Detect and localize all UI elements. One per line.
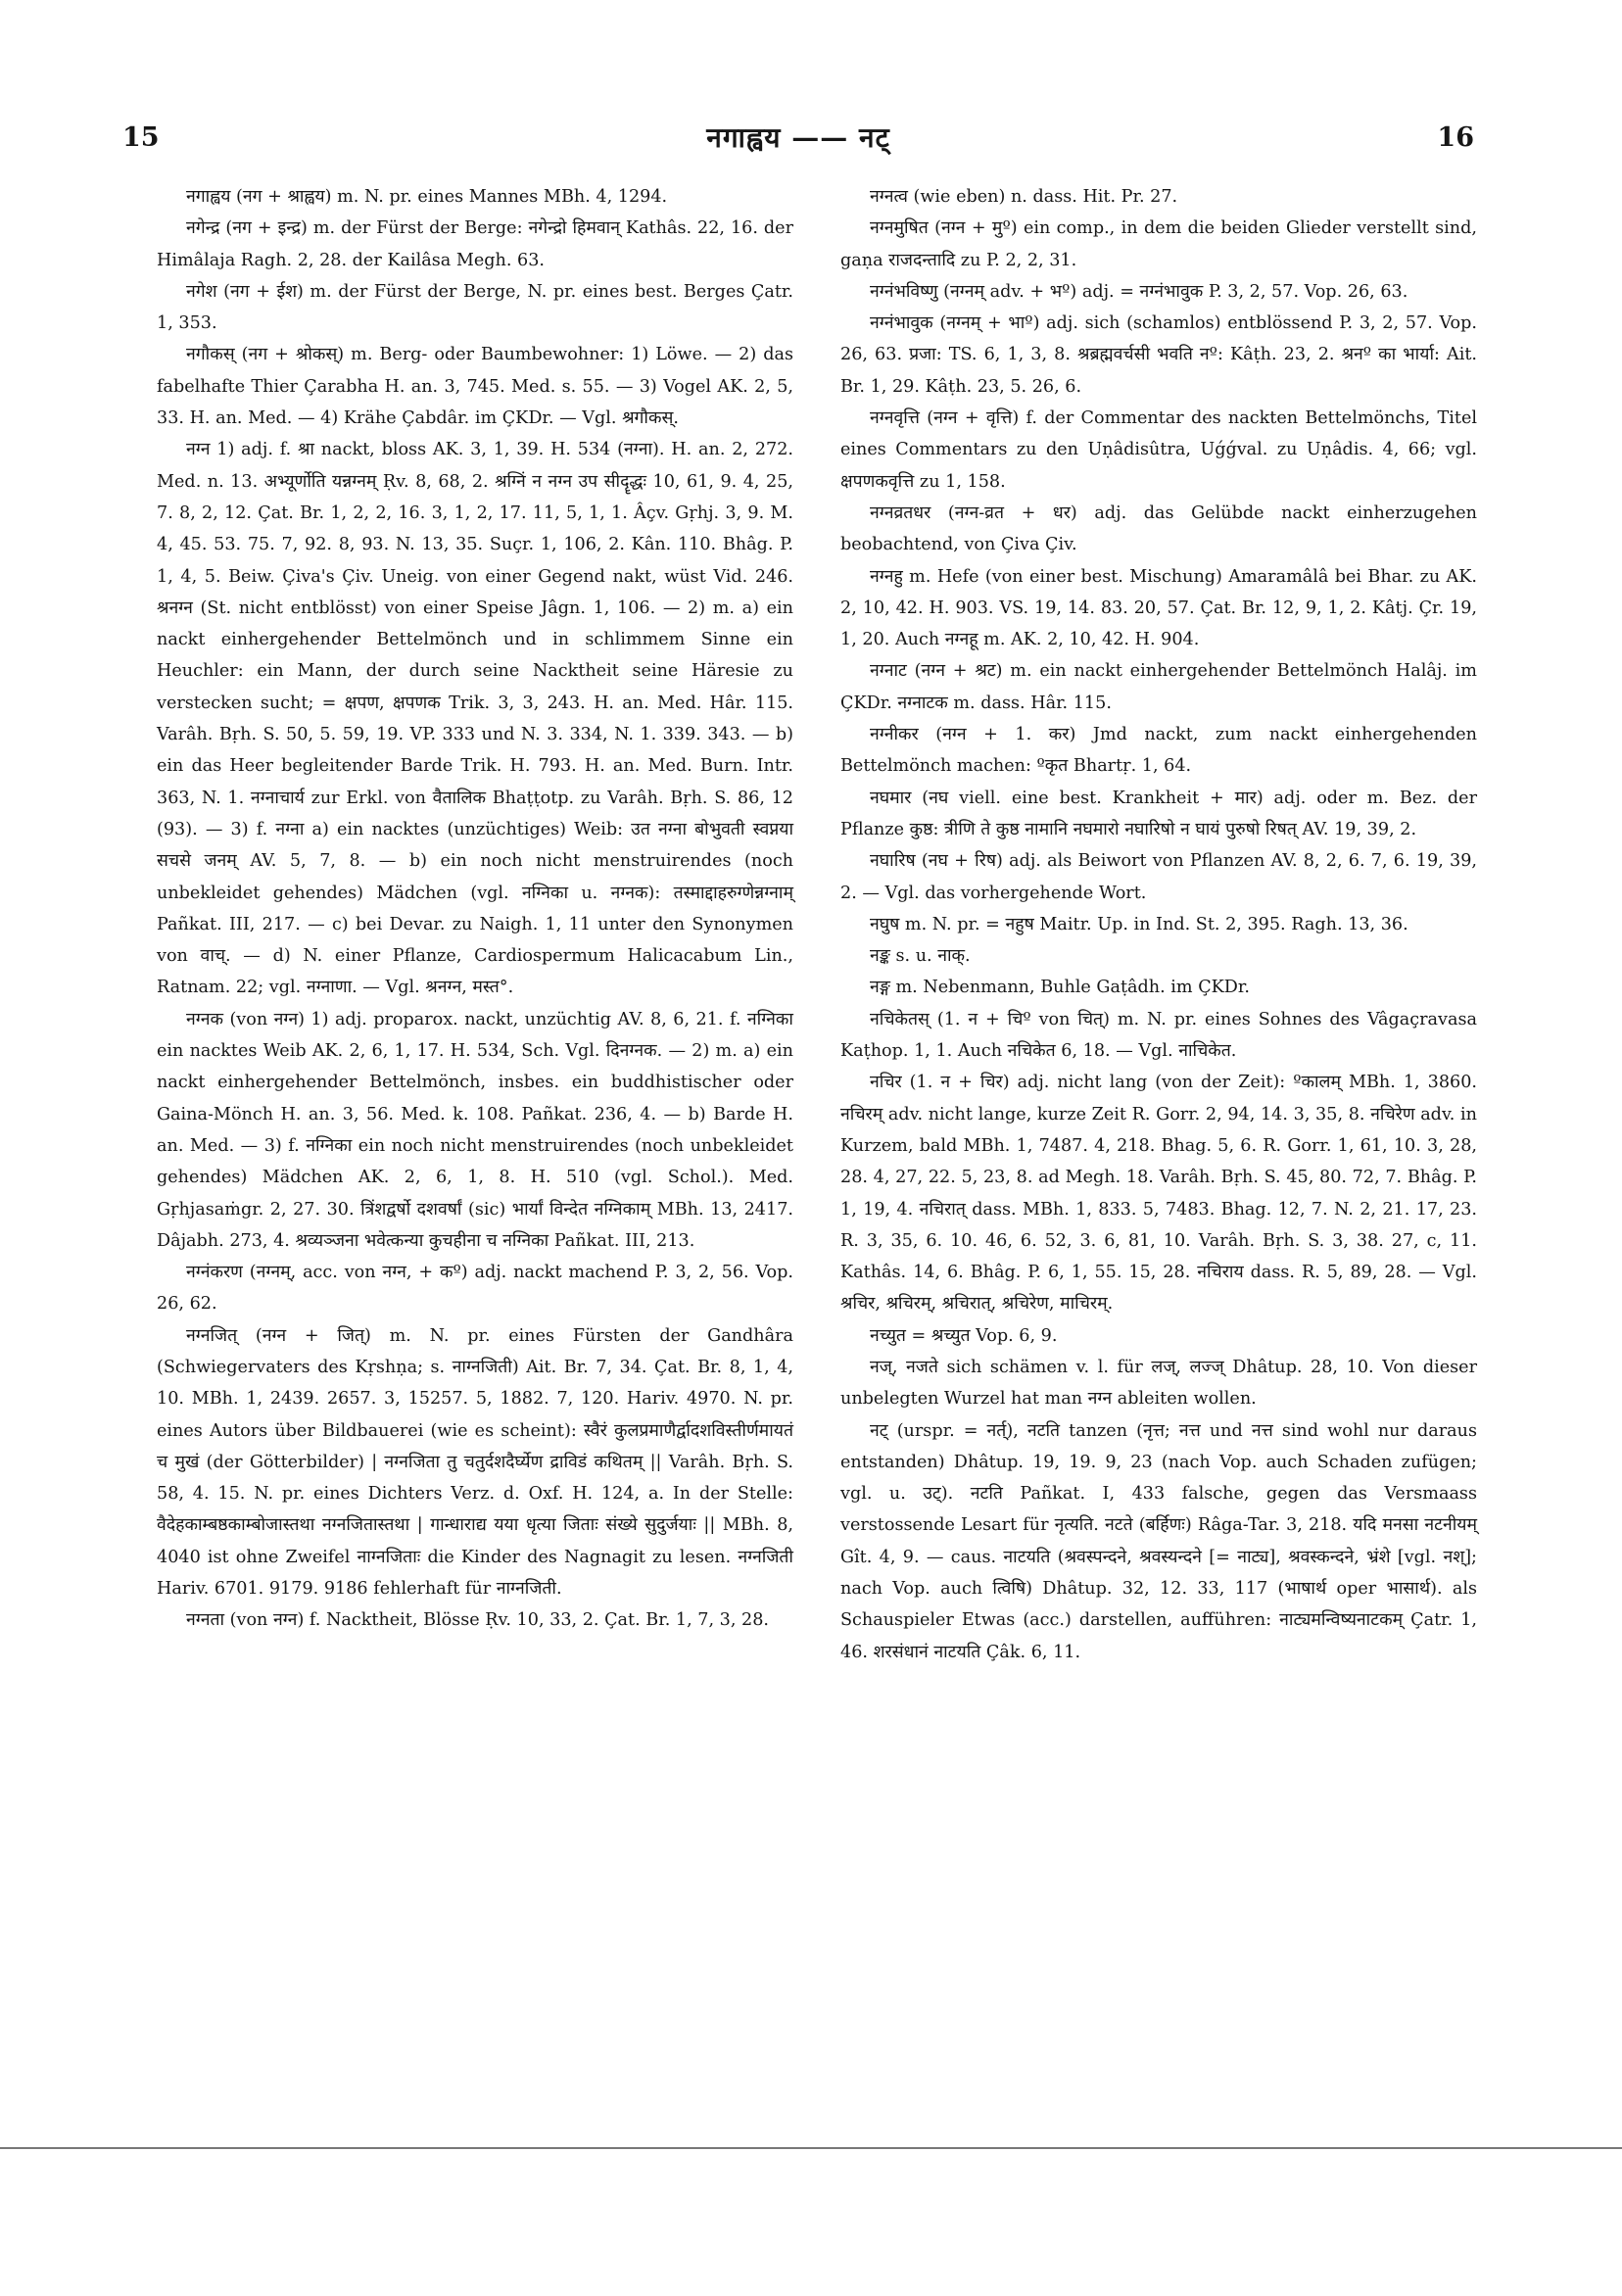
dictionary-entry: नग्न 1) adj. f. श्रा nackt, bloss AK. 3, 1, 39. H. 534 (नग्ना). H. an. 2, 272. Med. n. 13. अभ्यूर्णोति यन्नग्नम् Ṛv. 8, 68, 2. श्रग्निं न नग्न उप सीदॄद्धः 10, 61, 9. 4, 25, 7. 8, 2, 12. Çat. Br. 1, 2, 2, 16. 3, 1, 2, 17. 11, 5, 1, 1. Âçv. Gṛhj. 3, 9. M. 4, 45. 53. 75. 7, 92. 8, 93. N. 13, 35. Suçr. 1, 106, 2. Kân. 110. Bhâg. P. 1, 4, 5. Beiw. Çiva's Çiv. Uneig. von einer Gegend nakt, wüst Vid. 246. श्रनग्न (St. nicht entblösst) von einer Speise Jâgn. 1, 106. — 2) m. a) ein nackt einhergehender Bettelmönch und in schlimmem Sinne ein Heuchler: ein Mann, der durch seine Nacktheit seine Häresie zu verstecken sucht; = क्षपण, क्षपणक Trik. 3, 3, 243. H. an. Med. Hâr. 115. Varâh. Bṛh. S. 50, 5. 59, 19. VP. 333 und N. 3. 334, N. 1. 339. 343. — b) ein das Heer begleitender Barde Trik. H. 793. H. an. Med. Burn. Intr. 363, N. 1. नग्नाचार्य zur Erkl. von वैतालिक Bhaṭṭotp. zu Varâh. Bṛh. S. 86, 12 (93). — 3) f. नग्ना a) ein nacktes (unzüchtiges) Weib: उत नग्ना बोभुवती स्वप्नया सचसे जनम् AV. 5, 7, 8. — b) ein noch nicht menstruirendes (noch unbekleidet gehendes) Mädchen (vgl. नग्निका u. नग्नक): तस्माद्दाहरुग्णेन्नग्नाम् Pañkat. III, 217. — c) bei Devar. zu Naigh. 1, 11 unter den Synonymen von वाच्. — d) N. einer Pflanze, Cardiospermum Halicacabum Lin., Ratnam. 22; vgl. नग्नाणा. — Vgl. श्रनग्न, मस्त°. bbox=[157, 440, 793, 998]
dictionary-entry: नचिर (1. न + चिर) adj. nicht lang (von der Zeit): ºकालम् MBh. 1, 3860. नचिरम् adv. nicht lange, kurze Zeit R. Gorr. 2, 94, 14. 3, 35, 8. नचिरेण adv. in Kurzem, bald MBh. 1, 7487. 4, 218. Bhag. 5, 6. R. Gorr. 1, 61, 10. 3, 28, 28. 4, 27, 22. 5, 23, 8. ad Megh. 18. Varâh. Bṛh. S. 45, 80. 72, 7. Bhâg. P. 1, 19, 4. नचिरात् dass. MBh. 1, 833. 5, 7483. Bhag. 12, 7. N. 2, 21. 17, 23. R. 3, 35, 6. 10. 46, 6. 52, 3. 6, 81, 10. Varâh. Bṛh. S. 3, 38. 27, c, 11. Kathâs. 14, 6. Bhâg. P. 6, 1, 55. 15, 28. नचिराय dass. R. 5, 89, 28. — Vgl. श्रचिर, श्रचिरम्, श्रचिरात्, श्रचिरेण, माचिरम्. bbox=[840, 1073, 1477, 1315]
page-header bbox=[122, 116, 1474, 159]
dictionary-entry: नग्नंकरण (नग्नम्, acc. von नग्न, + कº) adj. nackt machend P. 3, 2, 56. Vop. 26, 62. bbox=[157, 1263, 793, 1315]
dictionary-entry: नग्नीकर (नग्न + 1. कर) Jmd nackt, zum nackt einhergehenden Bettelmönch machen: ºकृत Bhartṛ. 1, 64. bbox=[840, 725, 1477, 777]
dictionary-entry: नग्नंभविष्णु (नग्नम् adv. + भº) adj. = नग्नंभावुक P. 3, 2, 57. Vop. 26, 63. bbox=[870, 281, 1408, 302]
dictionary-entry: नगेश (नग + ईश) m. der Fürst der Berge, N. pr. eines best. Berges Çatr. 1, 353. bbox=[157, 281, 793, 334]
dictionary-entry: नग्नाट (नग्न + श्रट) m. ein nackt einhergehender Bettelmönch Halâj. im ÇKDr. नग्नाटक m. dass. Hâr. 115. bbox=[840, 661, 1477, 713]
running-title: नगाह्वय —— नट् bbox=[706, 121, 890, 154]
dictionary-entry: नगेन्द्र (नग + इन्द्र) m. der Fürst der Berge: नगेन्द्रो हिमवान् Kathâs. 22, 16. der Himâlaja Ragh. 2, 28. der Kailâsa Megh. 63. bbox=[157, 218, 793, 270]
dictionary-entry: नट् (urspr. = नर्त्), नटति tanzen (नृत्त; नत्त und नत्त sind wohl nur daraus entstanden) Dhâtup. 19, 19. 9, 23 (nach Vop. auch Schaden zufügen; vgl. u. उट्). नटति Pañkat. I, 433 falsche, gegen das Versmaass verstossende Lesart für नृत्यति. नटते (बर्हिणः) Râga-Tar. 3, 218. यदि मनसा नटनीयम् Gît. 4, 9. — caus. नाटयति (श्रवस्पन्दने, श्रवस्यन्दने [= नाट्य], श्रवस्कन्दने, भ्रंशे [vgl. नश्]; nach Vop. auch त्विषि) Dhâtup. 32, 12. 33, 117 (भाषार्थ oper भासार्थ). als Schauspieler Etwas (acc.) darstellen, aufführen: नाट्यमन्विष्यनाटकम् Çatr. 1, 46. शरसंधानं नाटयति Çâk. 6, 11. bbox=[840, 1420, 1477, 1662]
dictionary-entry: नगाह्वय (नग + श्राह्वय) m. N. pr. eines Mannes MBh. 4, 1294. bbox=[186, 187, 668, 207]
dictionary-entry: नग्नहु m. Hefe (von einer best. Mischung) Amaramâlâ bei Bhar. zu AK. 2, 10, 42. H. 903. VS. 19, 14. 83. 20, 57. Çat. Br. 12, 9, 1, 2. Kâtj. Çr. 19, 1, 20. Auch नग्नहू m. AK. 2, 10, 42. H. 904. bbox=[840, 566, 1477, 650]
dictionary-entry: नग्नव्रतधर (नग्न-व्रत + धर) adj. das Gelübde nackt einherzugehen beobachtend, von Çiva Çiv. bbox=[840, 502, 1477, 555]
page-number-left: 15 bbox=[122, 121, 160, 153]
dictionary-entry: नज्, नजते sich schämen v. l. für लज्, लज्ज् Dhâtup. 28, 10. Von dieser unbelegten Wurzel hat man नग्न ableiten wollen. bbox=[840, 1357, 1477, 1410]
dictionary-entry: नचिकेतस् (1. न + चिº von चित्) m. N. pr. eines Sohnes des Vâgaçravasa Kaṭhop. 1, 1. Auch नचिकेत 6, 18. — Vgl. नाचिकेत. bbox=[840, 1009, 1477, 1062]
dictionary-entry: नगौकस् (नग + श्रोकस्) m. Berg- oder Baumbewohner: 1) Löwe. — 2) das fabelhafte Thier Çarabha H. an. 3, 745. Med. s. 55. — 3) Vogel AK. 2, 5, 33. H. an. Med. — 4) Krähe Çabdâr. im ÇKDr. — Vgl. श्रगौकस्. bbox=[157, 345, 793, 429]
left-column bbox=[157, 181, 793, 1637]
dictionary-entry: नघमार (नघ viell. eine best. Krankheit + मार) adj. oder m. Bez. der Pflanze कुष्ठ: त्रीणि ते कुष्ठ नामानि नघमारो नघारिषो न घायं पुरुषो रिषत् AV. 19, 39, 2. bbox=[840, 788, 1477, 839]
dictionary-entry: नघुष m. N. pr. = नहुष Maitr. Up. in Ind. St. 2, 395. Ragh. 13, 36. bbox=[870, 914, 1408, 934]
dictionary-entry: नङ्ग m. Nebenmann, Buhle Gaṭâdh. im ÇKDr. bbox=[870, 978, 1250, 998]
page-number-right: 16 bbox=[1437, 121, 1474, 153]
dictionary-entry: नग्नवृत्ति (नग्न + वृत्ति) f. der Commentar des nackten Bettelmönchs, Titel eines Commentars zu den Uṇâdisûtra, Uǵǵval. zu Uṇâdis. 4, 66; vgl. क्षपणकवृत्ति zu 1, 158. bbox=[840, 408, 1477, 492]
dictionary-entry: नङ्क s. u. नाक्. bbox=[870, 946, 971, 967]
dictionary-entry: नघारिष (नघ + रिष) adj. als Beiwort von Pflanzen AV. 8, 2, 6. 7, 6. 19, 39, 2. — Vgl. das vorhergehende Wort. bbox=[840, 851, 1477, 903]
dictionary-entry: नग्नमुषित (नग्न + मुº) ein comp., in dem die beiden Glieder verstellt sind, gaṇa राजदन्तादि zu P. 2, 2, 31. bbox=[840, 218, 1477, 270]
dictionary-entry: नग्नता (von नग्न) f. Nacktheit, Blösse Ṛv. 10, 33, 2. Çat. Br. 1, 7, 3, 28. bbox=[186, 1610, 769, 1631]
dictionary-entry: नग्नजित् (नग्न + जित्) m. N. pr. eines Fürsten der Gandhâra (Schwiegervaters des Kṛshṇa; s. नाग्नजिती) Ait. Br. 7, 34. Çat. Br. 8, 1, 4, 10. MBh. 1, 2439. 2657. 3, 15257. 5, 1882. 7, 120. Hariv. 4970. N. pr. eines Autors über Bildbauerei (wie es scheint): स्वैरं कुलप्रमाणैर्द्वादशविस्तीर्णमायतं च मुखं (der Götterbilder) | नग्नजिता तु चतुर्दशदैर्घ्येण द्राविडं कथितम् || Varâh. Bṛh. S. 58, 4. 15. N. pr. eines Dichters Verz. d. Oxf. H. 124, a. In der Stelle: वैदेहकाम्बष्ठकाम्बोजास्तथा नग्नजितास्तथा | गान्धाराद्य यया धृत्या जिताः संख्ये सुदुर्जयाः || MBh. 8, 4040 ist ohne Zweifel नाग्नजिताः die Kinder des Nagnagit zu lesen. नग्नजिती Hariv. 6701. 9179. 9186 fehlerhaft für नाग्नजिती. bbox=[157, 1325, 793, 1600]
dictionary-entry: नच्युत = श्रच्युत Vop. 6, 9. bbox=[870, 1325, 1058, 1346]
dictionary-entry: नग्नक (von नग्न) 1) adj. proparox. nackt, unzüchtig AV. 8, 6, 21. f. नग्निका ein nacktes Weib AK. 2, 6, 1, 17. H. 534, Sch. Vgl. दिनग्नक. — 2) m. a) ein nackt einhergehender Bettelmönch, insbes. ein buddhistischer oder Gaina-Mönch H. an. 3, 56. Med. k. 108. Pañkat. 236, 4. — b) Barde H. an. Med. — 3) f. नग्निका ein noch nicht menstruirendes (noch unbekleidet gehendes) Mädchen AK. 2, 6, 1, 8. H. 510 (vgl. Schol.). Med. Gṛhjasaṁgr. 2, 27. 30. त्रिंशद्वर्षो दशवर्षां (sic) भार्यां विन्देत नग्निकाम् MBh. 13, 2417. Dâjabh. 273, 4. श्रव्यञ्जना भवेत्कन्या कुचहीना च नग्निका Pañkat. III, 213. bbox=[157, 1009, 793, 1251]
dictionary-entry: नग्नंभावुक (नग्नम् + भाº) adj. sich (schamlos) entblössend P. 3, 2, 57. Vop. 26, 63. प्रजा: TS. 6, 1, 3, 8. श्रब्रह्मवर्चसी भवति नº: Kâṭh. 23, 2. श्रनº का भार्या: Ait. Br. 1, 29. Kâṭh. 23, 5. 26, 6. bbox=[840, 313, 1477, 397]
bottom-rule bbox=[0, 2147, 1622, 2149]
dictionary-entry: नग्नत्व (wie eben) n. dass. Hit. Pr. 27. bbox=[870, 187, 1178, 207]
right-column bbox=[840, 181, 1477, 1668]
